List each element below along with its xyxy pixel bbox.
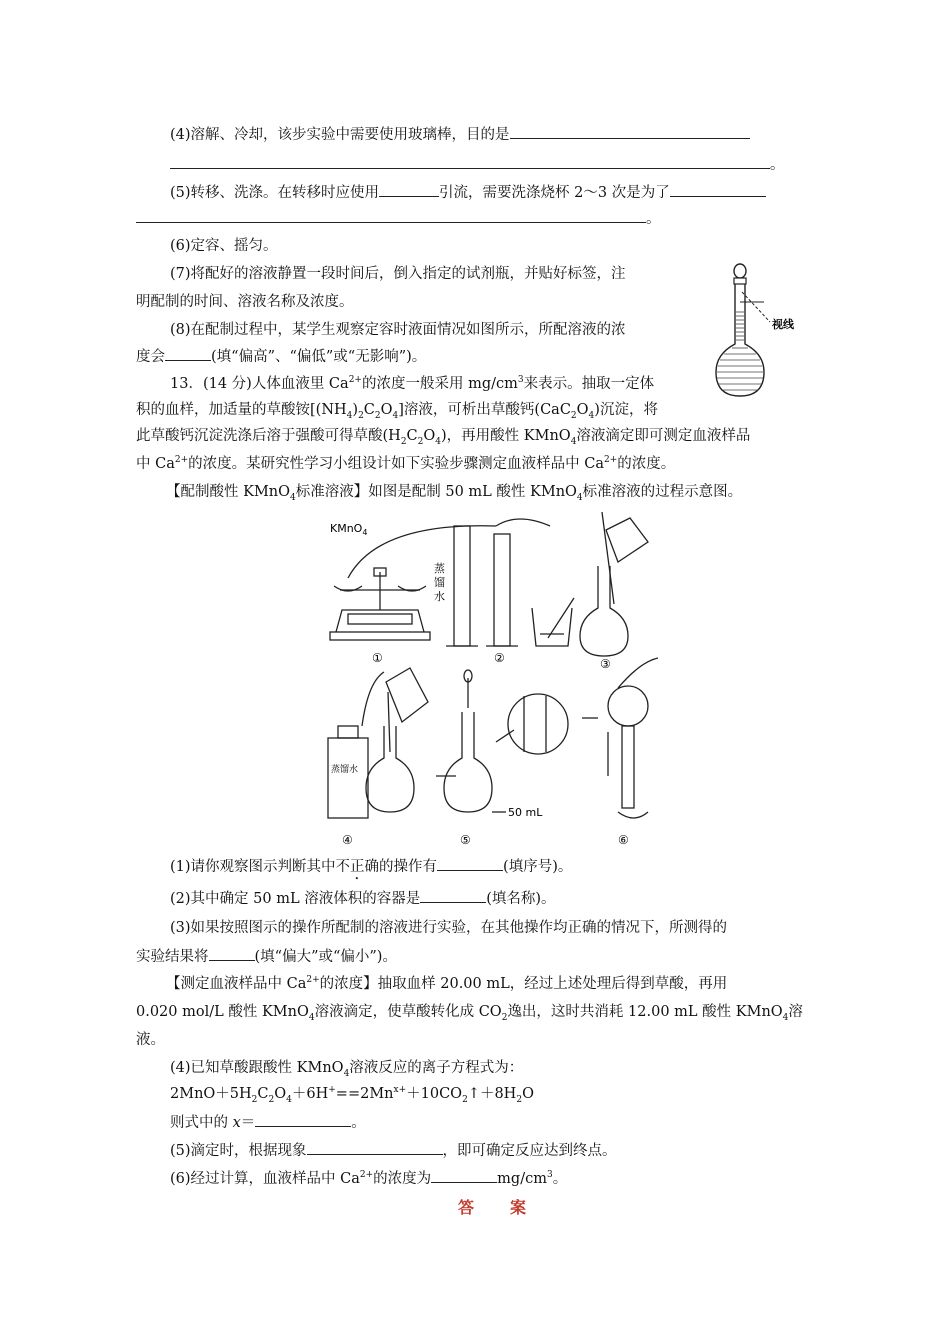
sight-line [742,292,770,322]
answer-heading: 答案 [458,1198,563,1217]
meas-line2: 0.020 mol/L 酸性 KMnO$_4$溶液滴定，使草酸转化成 $CO_2$逸出，这时共消耗 12.00 mL 酸性 KMnO$_4$溶 [136,1004,803,1023]
volumetric-flask-6 [608,658,658,818]
prep-title: 【配制酸性 KMnO$_4$标准溶液】如图是配制 50 mL 酸性 KMnO$_4$标准溶液的过程示意图。 [166,484,743,503]
flask-stopper-neck [734,278,746,284]
q5-blank-a[interactable] [379,182,439,197]
q8-line2: 度会 (填“偏高”、“偏低”或“无影响”)。 [136,346,426,367]
q7-line2: 明配制的时间、溶液名称及浓度。 [136,294,354,310]
p4-blank[interactable] [255,1112,351,1127]
q5-line: (5)转移、洗涤。在转移时应使用 引流，需要洗涤烧杯 2～3 次是为了 [170,182,766,203]
water-label-3: 水 [434,590,445,603]
p1-line: (1)请你观察图示判断其中不正确的操作有 (填序号)。 [170,856,572,883]
flask-stopper [734,264,746,278]
q8-blank[interactable] [165,346,211,361]
p5-line: (5)滴定时，根据现象 ，即可确定反应达到终点。 [170,1140,617,1161]
q7-line1: (7)将配好的溶液静置一段时间后，倒入指定的试剂瓶，并贴好标签，注 [170,266,626,282]
p6-blank[interactable] [431,1168,497,1183]
q4-line: (4)溶解、冷却，该步实验中需要使用玻璃棒，目的是 [170,124,750,145]
q4-blank-2[interactable] [170,154,770,169]
water-label-2: 馏 [434,576,445,589]
p4-equation: $2MnO+5H_2C_2O_4+6H^+==2Mn^{x+}+10CO_2↑+8H_2O$ [170,1085,534,1105]
volumetric-flask-3 [580,512,648,656]
volume-mark-label: 50 mL [508,806,543,819]
volumetric-flask-figure [712,262,822,402]
beaker [532,598,574,646]
p2-blank[interactable] [420,888,486,903]
step-3-label: ③ [600,657,611,671]
zoom-leader [496,730,514,742]
step-4-label: ④ [342,833,353,847]
preparation-process-figure [318,512,680,852]
step-2-label: ② [494,651,505,665]
q5-blank-b[interactable] [670,182,766,197]
p4-line1: (4)已知草酸跟酸性 KMnO$_4$溶液反应的离子方程式为： [170,1060,524,1079]
p5-blank[interactable] [307,1140,443,1155]
q13-line4: 中 $Ca^{2+}$的浓度。某研究性学习小组设计如下实验步骤测定血液样品中 $Ca^{2+}$的浓度。 [136,455,676,472]
p3-blank[interactable] [209,946,255,961]
volumetric-flask-4 [328,668,428,818]
meas-line3: 液。 [136,1032,165,1048]
step-6-label: ⑥ [618,833,629,847]
q13-line1: 13．(14 分)人体血液里 $Ca^{2+}$的浓度一般采用 $mg/cm^3$来表示。抽取一定体 [170,375,655,392]
q6-line: (6)定容、摇匀。 [170,238,278,254]
balance-apparatus [330,568,430,640]
q8-line1: (8)在配制过程中，某学生观察定容时液面情况如图所示，所配溶液的浓 [170,322,626,338]
q13-line2: 积的血样，加适量的草酸铵$[(NH_4)_2C_2O_4]$溶液，可析出草酸钙$(CaC_2O_4)$沉淀，将 [136,402,658,421]
flask-liquid [717,312,763,390]
p4-line3: 则式中的 x＝ 。 [170,1112,366,1133]
q13-line3: 此草酸钙沉淀洗涤后溶于强酸可得草酸$(H_2C_2O_4)$，再用酸性 KMnO$_4$溶液滴定即可测定血液样品 [136,428,751,447]
step-5-label: ⑤ [460,833,471,847]
magnified-meniscus [508,694,568,754]
water-label-1: 蒸 [434,562,445,575]
p2-line: (2)其中确定 50 mL 溶液体积的容器是 (填名称)。 [170,888,556,909]
transfer-arrow-1 [348,526,496,578]
sight-line-label: 视线 [772,318,794,331]
q4-blank[interactable] [510,124,750,139]
kmno4-label: KMnO$_4$ [330,522,368,537]
q5-blank-c[interactable] [136,208,646,223]
p3-line2: 实验结果将 (填“偏大”或“偏小”)。 [136,946,397,967]
step-1-label: ① [372,651,383,665]
p1-blank[interactable] [437,856,503,871]
meas-line1: 【测定血液样品中 $Ca^{2+}$的浓度】抽取血样 20.00 mL，经过上述处理后得到草酸，再用 [166,975,728,992]
bottle-label: 蒸馏水 [331,765,359,775]
q5-line2: 。 [136,208,661,229]
q4-line2: 。 [170,154,785,175]
p6-line: (6)经过计算，血液样品中 $Ca^{2+}$的浓度为 $mg/cm^3$。 [170,1168,567,1189]
p3-line1: (3)如果按照图示的操作所配制的溶液进行实验，在其他操作均正确的情况下，所测得的 [170,920,728,936]
